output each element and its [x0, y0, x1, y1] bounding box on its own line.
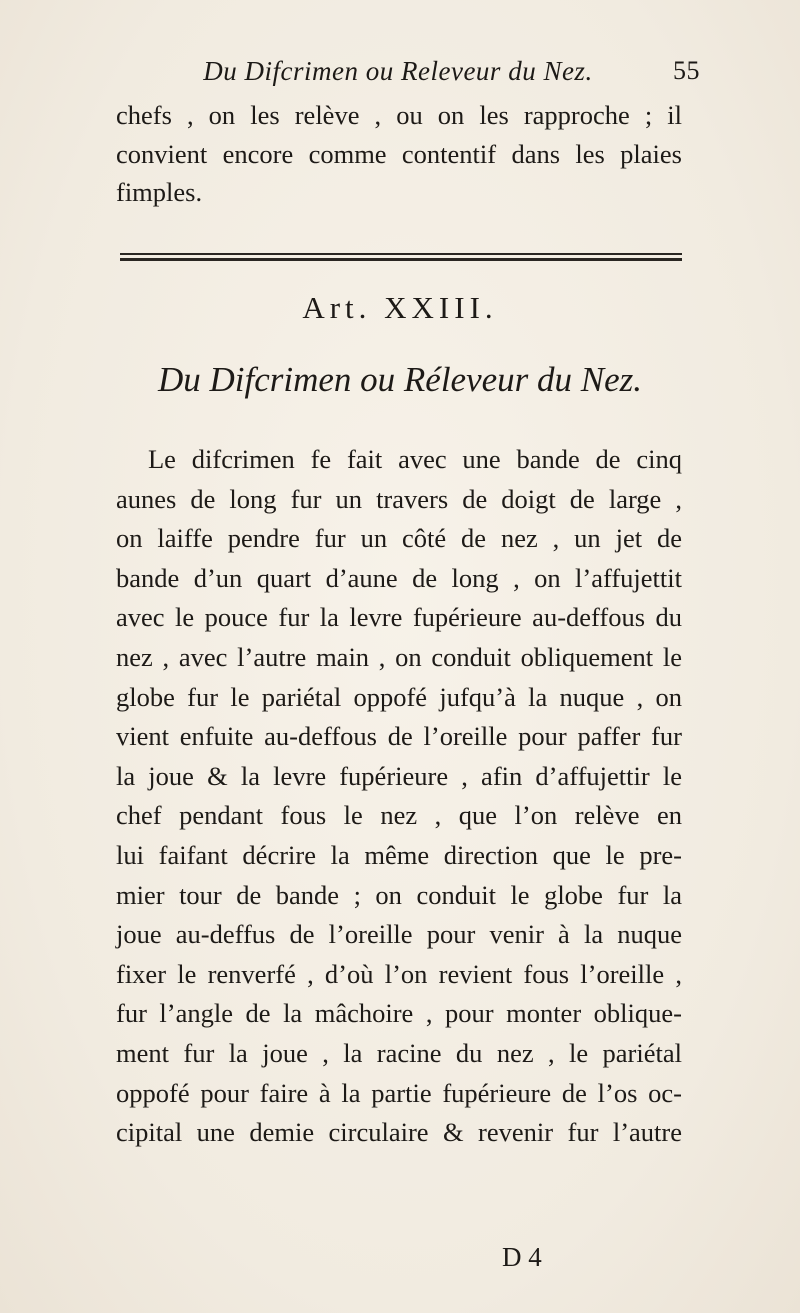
text-line: on laiffe pendre fur un côté de nez , un jet de — [116, 523, 682, 554]
text-line: fimples. — [116, 177, 203, 207]
text-line: mier tour de bande ; on conduit le globe fur la — [116, 879, 682, 910]
text-line: chef pendant fous le nez , que l’on relève en — [116, 800, 682, 831]
top-paragraph — [116, 96, 682, 212]
text-line: la joue & la levre fupérieure , afin d’affujettir le — [116, 760, 682, 791]
body-paragraph — [116, 440, 682, 1153]
text-line: ment fur la joue , la racine du nez , le pariétal — [116, 1037, 682, 1068]
article-number: Art. XXIII. — [302, 290, 498, 325]
text-line: avec le pouce fur la levre fupérieure au-deffous du — [116, 602, 682, 633]
text-line: globe fur le pariétal oppofé jufqu’à la nuque , on — [116, 681, 682, 712]
text-line: fur l’angle de la mâchoire , pour monter oblique- — [116, 998, 682, 1029]
running-title: Du Difcrimen ou Releveur du Nez. — [203, 56, 593, 86]
text-line: aunes de long fur un travers de doigt de large , — [116, 483, 682, 514]
section-rule — [120, 253, 682, 262]
text-line: vient enfuite au-deffous de l’oreille pour paffer fur — [116, 721, 682, 752]
page-number: 55 — [673, 56, 700, 85]
text-line: chefs , on les relève , ou on les rapproche ; il — [116, 100, 682, 130]
text-line: joue au-deffus de l’oreille pour venir à la nuque — [116, 919, 682, 950]
running-head — [118, 56, 700, 96]
text-line: fixer le renverfé , d’où l’on revient fous l’oreille , — [116, 958, 682, 989]
text-line: Le difcrimen fe fait avec une bande de cinq — [148, 444, 682, 474]
text-line: cipital une demie circulaire & revenir fur l’autre — [116, 1117, 682, 1148]
rule-line — [120, 253, 682, 255]
text-line: nez , avec l’autre main , on conduit obliquement le — [116, 641, 682, 672]
article-title: Du Difcrimen ou Réleveur du Nez. — [157, 360, 643, 399]
text-line: oppofé pour faire à la partie fupérieure de l’os oc- — [116, 1077, 682, 1108]
text-line: convient encore comme contentif dans les plaies — [116, 138, 682, 169]
text-line: lui faifant décrire la même direction que le pre- — [116, 839, 682, 870]
signature-mark: D 4 — [502, 1242, 542, 1272]
rule-line — [120, 258, 682, 261]
text-line: bande d’un quart d’aune de long , on l’affujettit — [116, 562, 682, 593]
